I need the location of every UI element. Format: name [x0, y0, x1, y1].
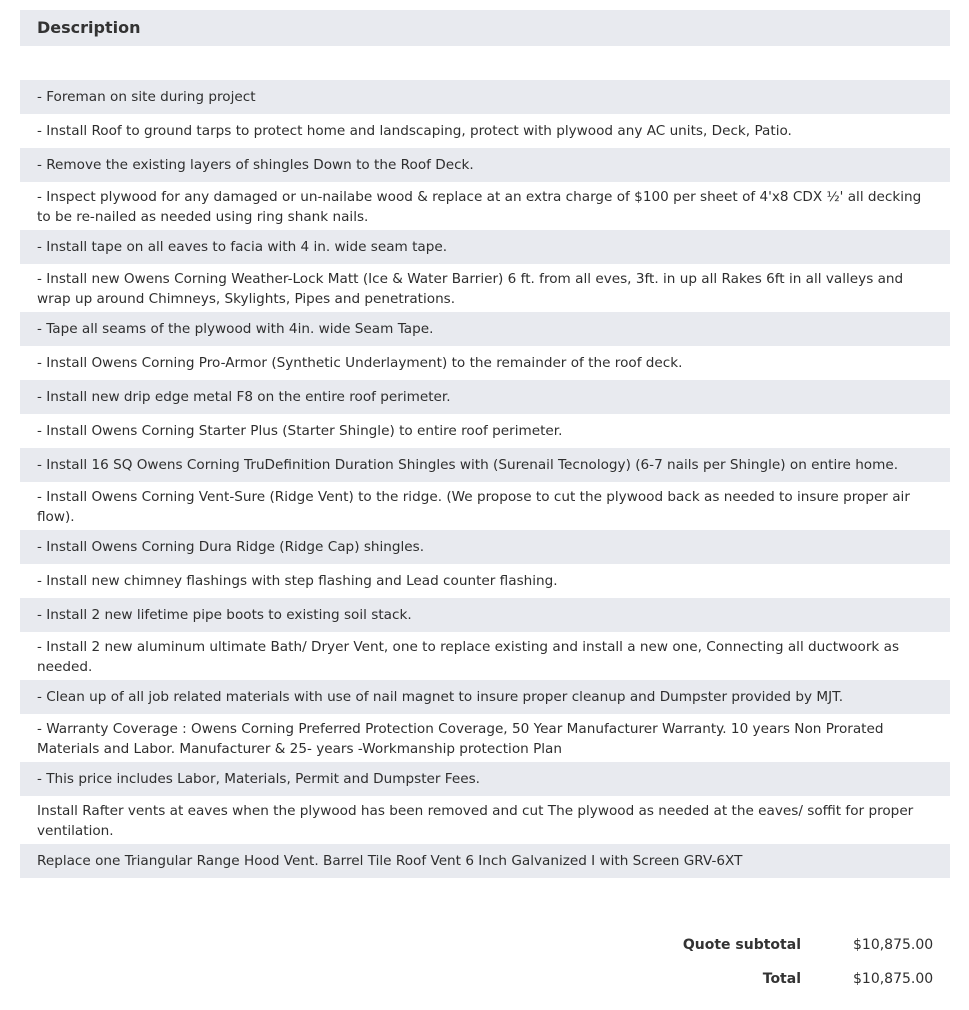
line-item: - Install 2 new lifetime pipe boots to existing soil stack. — [20, 598, 950, 632]
line-item: - Tape all seams of the plywood with 4in. wide Seam Tape. — [20, 312, 950, 346]
line-item: - Install Owens Corning Vent-Sure (Ridge Vent) to the ridge. (We propose to cut the plywood back as needed to insure proper air flow). — [37, 489, 910, 525]
line-item: - This price includes Labor, Materials, Permit and Dumpster Fees. — [20, 762, 950, 796]
line-item: - Install 16 SQ Owens Corning TruDefinition Duration Shingles with (Surenail Tecnology) (6-7 nails per Shingle) on entire home. — [20, 448, 950, 482]
line-item: - Inspect plywood for any damaged or un-nailabe wood & replace at an extra charge of $100 per sheet of 4'x8 CDX ½' all decking to be re-nailed as needed using ring shank nails. — [37, 189, 922, 225]
subtotal-value: $10,875.00 — [853, 937, 934, 953]
line-item: - Install 2 new aluminum ultimate Bath/ Dryer Vent, one to replace existing and install a new one, Connecting all ductwoork as needed. — [37, 639, 900, 675]
line-item: - Install Roof to ground tarps to protect home and landscaping, protect with plywood any AC units, Deck, Patio. — [37, 123, 792, 139]
subtotal-row — [600, 928, 940, 962]
line-item: - Install new drip edge metal F8 on the entire roof perimeter. — [20, 380, 950, 414]
total-row — [600, 962, 940, 996]
line-items-list — [20, 80, 950, 878]
totals-block — [600, 928, 940, 996]
line-item: - Install Owens Corning Dura Ridge (Ridge Cap) shingles. — [20, 530, 950, 564]
line-item: - Remove the existing layers of shingles Down to the Roof Deck. — [20, 148, 950, 182]
description-header — [20, 10, 950, 46]
total-label: Total — [762, 971, 801, 987]
line-item: - Clean up of all job related materials with use of nail magnet to insure proper cleanup and Dumpster provided by MJT. — [20, 680, 950, 714]
subtotal-label: Quote subtotal — [682, 937, 801, 953]
line-item: - Install new Owens Corning Weather-Lock Matt (Ice & Water Barrier) 6 ft. from all eves, 3ft. in up all Rakes 6ft in all valleys and wrap up around Chimneys, Skylights, Pipes and penetrations. — [37, 271, 904, 307]
line-item: Install Rafter vents at eaves when the plywood has been removed and cut The plywood as needed at the eaves/ soffit for proper ventilation. — [37, 803, 914, 839]
total-value: $10,875.00 — [853, 971, 934, 987]
description-title: Description — [37, 18, 141, 37]
line-item: - Install tape on all eaves to facia with 4 in. wide seam tape. — [20, 230, 950, 264]
line-item: - Install Owens Corning Starter Plus (Starter Shingle) to entire roof perimeter. — [37, 423, 563, 439]
line-item: - Warranty Coverage : Owens Corning Preferred Protection Coverage, 50 Year Manufacturer Warranty. 10 years Non Prorated Materials and Labor. Manufacturer & 25- years -Workmanship protection Plan — [37, 721, 884, 757]
line-item: - Install Owens Corning Pro-Armor (Synthetic Underlayment) to the remainder of the roof deck. — [37, 355, 683, 371]
line-item: Replace one Triangular Range Hood Vent. Barrel Tile Roof Vent 6 Inch Galvanized I with Screen GRV-6XT — [20, 844, 950, 878]
line-item: - Install new chimney flashings with step flashing and Lead counter flashing. — [37, 573, 558, 589]
line-item: - Foreman on site during project — [20, 80, 950, 114]
